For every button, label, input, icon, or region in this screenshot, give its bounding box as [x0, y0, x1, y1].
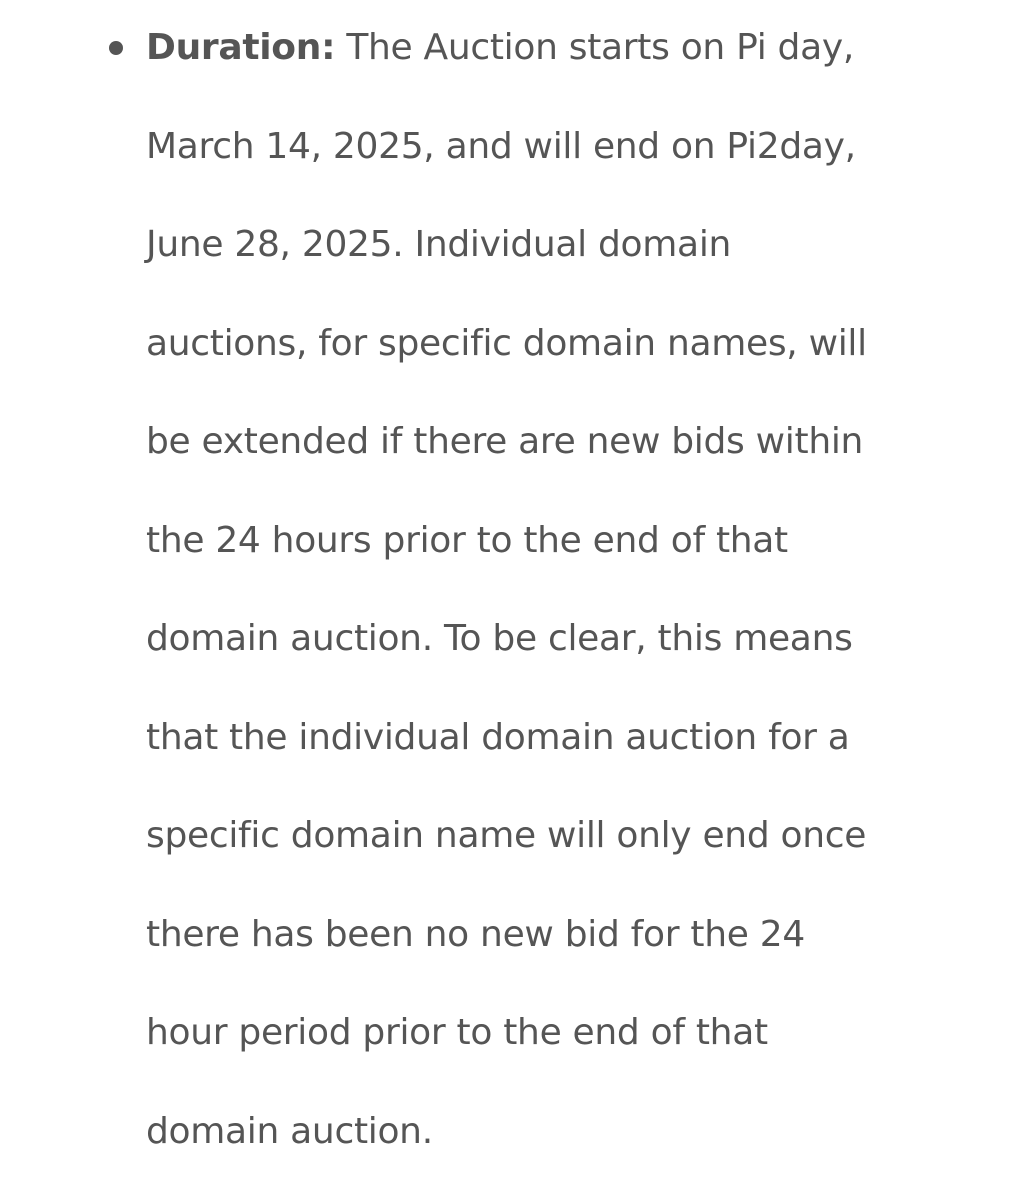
text-line-5: be extended if there are new bids within: [146, 421, 864, 462]
bullet-icon: [109, 41, 123, 55]
text-line-4: auctions, for specific domain names, will: [146, 323, 867, 364]
text-line-7: domain auction. To be clear, this means: [146, 618, 853, 659]
text-line-3: June 28, 2025. Individual domain: [146, 224, 732, 265]
text-line-11: hour period prior to the end of that: [146, 1012, 768, 1053]
duration-label: Duration:: [146, 27, 336, 68]
text-line-6: the 24 hours prior to the end of that: [146, 520, 788, 561]
text-line-2: March 14, 2025, and will end on Pi2day,: [146, 126, 856, 167]
text-line-9: specific domain name will only end once: [146, 815, 867, 856]
text-line-12: domain auction.: [146, 1111, 433, 1152]
text-line-8: that the individual domain auction for a: [146, 717, 850, 758]
text-line-1: [146, 18, 854, 78]
text-line-10: there has been no new bid for the 24: [146, 914, 805, 955]
line-1-text: The Auction starts on Pi day,: [335, 27, 855, 68]
